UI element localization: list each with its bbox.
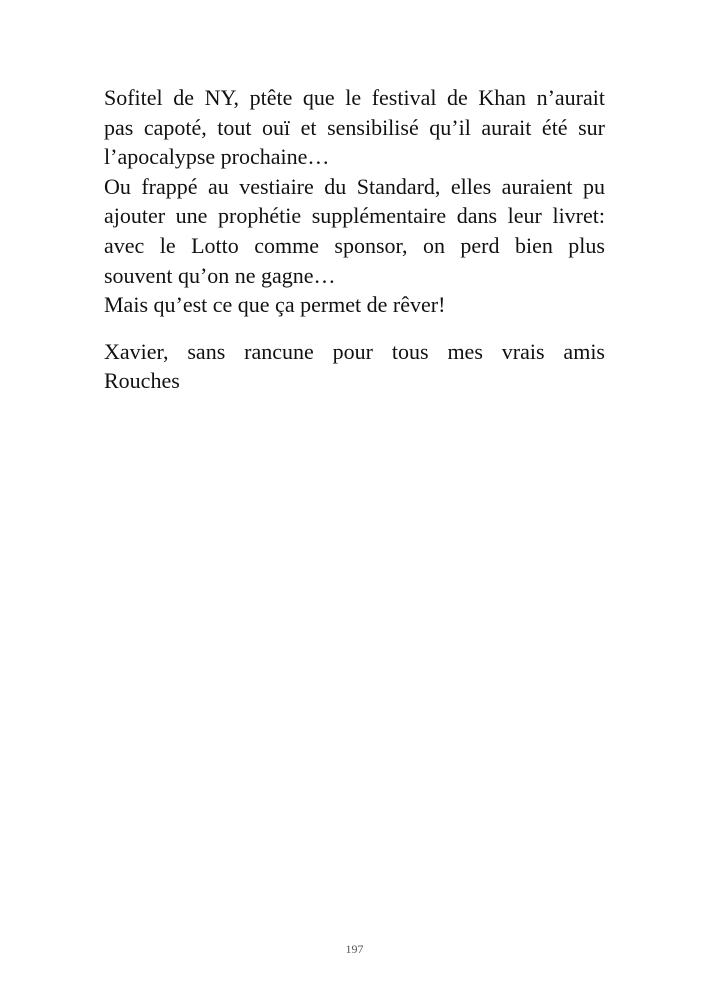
- body-text: [104, 83, 605, 396]
- text-line: Ou frappé au vestiaire du Standard, elles auraient pu: [104, 173, 605, 199]
- text-line: Xavier, sans rancune pour tous mes vrais amis: [104, 338, 605, 364]
- text-line: Rouches: [104, 368, 180, 394]
- text-line: Mais qu’est ce que ça permet de rêver!: [104, 292, 446, 318]
- text-line: l’apocalypse prochaine…: [104, 144, 330, 170]
- text-line: pas capoté, tout ouï et sensibilisé qu’il aurait été sur: [104, 114, 605, 140]
- text-line: souvent qu’on ne gagne…: [104, 262, 336, 288]
- page-number: 197: [345, 942, 364, 956]
- text-line: avec le Lotto comme sponsor, on perd bien plus: [104, 232, 605, 258]
- paragraph-spacer: [104, 320, 605, 337]
- paragraph-main: [104, 83, 605, 320]
- text-line: ajouter une prophétie supplémentaire dans leur livret:: [104, 203, 605, 229]
- text-line: Sofitel de NY, ptête que le festival de Khan n’aurait: [104, 85, 605, 110]
- paragraph-signature: [104, 337, 605, 396]
